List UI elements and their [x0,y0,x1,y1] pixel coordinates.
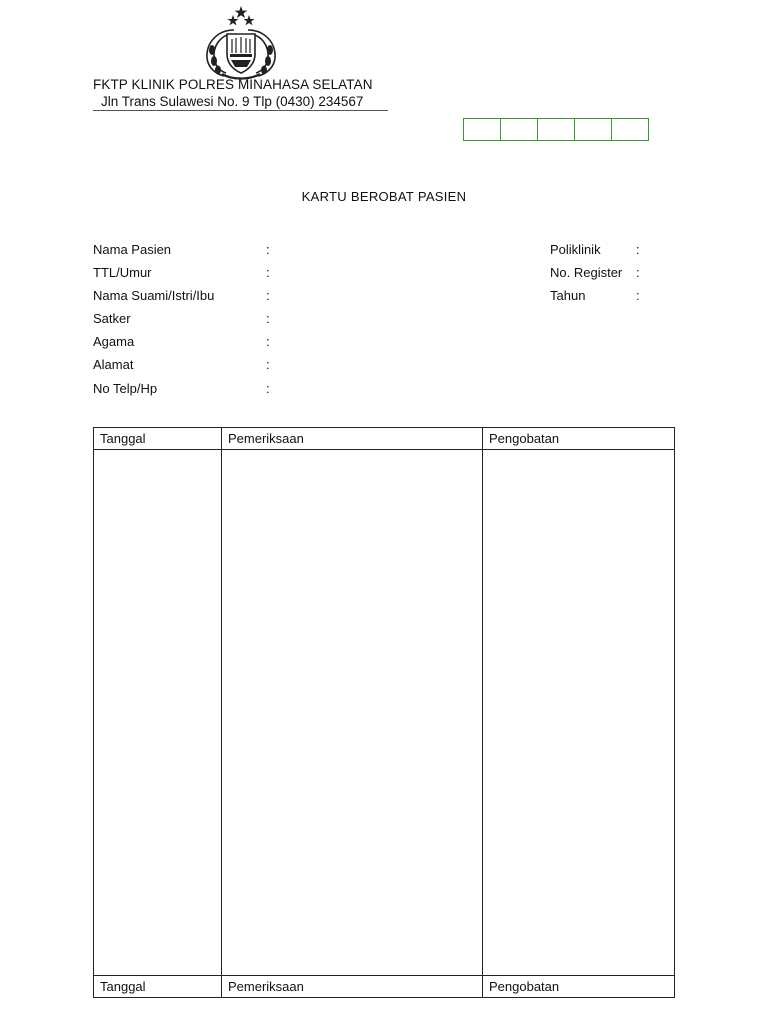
field-colon: : [266,265,270,280]
header-divider [93,110,388,111]
field-colon: : [266,311,270,326]
police-emblem-logo [198,4,284,82]
field-colon: : [636,288,640,303]
pengobatan-entry-cell [483,450,675,976]
table-header-row [94,428,675,450]
column-header-pemeriksaan: Pemeriksaan [222,428,483,450]
register-digit-box [464,119,501,140]
field-label-no-telp-hp: No Telp/Hp [93,381,158,396]
field-label-nama-pasien: Nama Pasien [93,242,172,257]
register-digit-box [612,119,648,140]
field-label-no-register: No. Register [550,265,623,280]
institution-name: FKTP KLINIK POLRES MINAHASA SELATAN [93,77,373,92]
field-colon: : [266,334,270,349]
field-label-poliklinik: Poliklinik [550,242,601,257]
register-digit-box [501,119,538,140]
field-colon: : [266,288,270,303]
register-digit-box [538,119,575,140]
column-footer-tanggal: Tanggal [94,976,222,998]
field-label-tahun: Tahun [550,288,586,303]
tanggal-entry-cell [94,450,222,976]
field-colon: : [636,265,640,280]
field-label-agama: Agama [93,334,135,349]
star-icon [227,6,254,25]
field-colon: : [266,242,270,257]
field-label-ttl-umur: TTL/Umur [93,265,152,280]
column-header-tanggal: Tanggal [94,428,222,450]
institution-address: Jln Trans Sulawesi No. 9 Tlp (0430) 234567 [101,94,364,109]
column-footer-pemeriksaan: Pemeriksaan [222,976,483,998]
field-label-nama-suami-istri-ibu: Nama Suami/Istri/Ibu [93,288,215,303]
field-colon: : [636,242,640,257]
column-footer-pengobatan: Pengobatan [483,976,675,998]
document-title: KARTU BEROBAT PASIEN [301,189,467,204]
field-colon: : [266,381,270,396]
table-body-row [94,450,675,976]
field-label-satker: Satker [93,311,131,326]
register-digit-box [575,119,612,140]
medical-record-table [93,427,675,998]
register-number-boxes [463,118,649,141]
field-label-alamat: Alamat [93,357,134,372]
field-colon: : [266,357,270,372]
table-footer-row [94,976,675,998]
pemeriksaan-entry-cell [222,450,483,976]
column-header-pengobatan: Pengobatan [483,428,675,450]
